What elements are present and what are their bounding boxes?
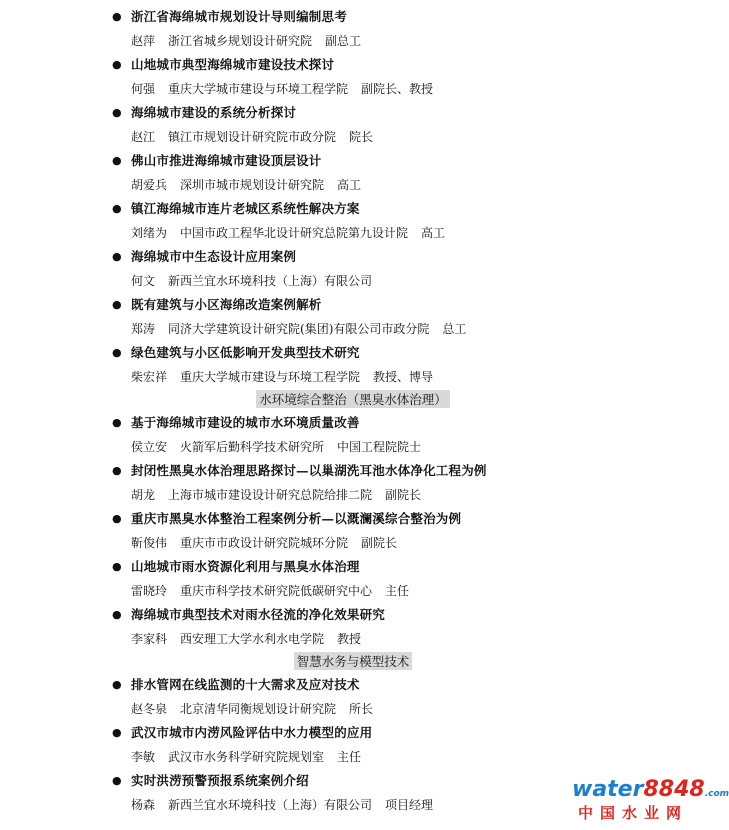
section-heading: 水环境综合整治（黑臭水体治理）: [256, 390, 450, 408]
speaker-info: [131, 124, 373, 148]
bullet-icon: ●: [112, 153, 122, 167]
speaker-role: 教授: [337, 631, 362, 646]
bullet-icon: ●: [112, 345, 122, 359]
speaker-name: 靳俊伟: [131, 535, 168, 550]
speaker-name: 何强: [131, 81, 156, 96]
speaker-org: 北京清华同衡规划设计研究院: [180, 701, 337, 716]
talk-item: [0, 340, 700, 388]
speaker-info: [131, 172, 361, 196]
speaker-org: 火箭军后勤科学技术研究所: [180, 439, 325, 454]
speaker-org: 同济大学建筑设计研究院(集团)有限公司市政分院: [168, 321, 430, 336]
talk-title: 既有建筑与小区海绵改造案例解析: [131, 297, 322, 312]
talk-title: 绿色建筑与小区低影响开发典型技术研究: [131, 345, 360, 360]
talk-title: 山地城市典型海绵城市建设技术探讨: [131, 57, 335, 72]
speaker-info: [131, 482, 421, 506]
talk-title: 镇江海绵城市连片老城区系统性解决方案: [131, 201, 360, 216]
speaker-role: 总工: [442, 321, 467, 336]
speaker-info: [131, 530, 397, 554]
bullet-icon: ●: [112, 607, 122, 621]
talk-title: 排水管网在线监测的十大需求及应对技术: [131, 677, 360, 692]
speaker-org: 重庆市科学技术研究院低碳研究中心: [180, 583, 373, 598]
watermark-word: water: [572, 777, 644, 802]
speaker-role: 副院长: [385, 487, 422, 502]
speaker-org: 新西兰宜水环境科技（上海）有限公司: [168, 797, 373, 812]
watermark-brand: [572, 778, 729, 806]
talk-item: [0, 292, 700, 340]
speaker-name: 侯立安: [131, 439, 168, 454]
speaker-info: [131, 434, 421, 458]
talk-item: [0, 602, 700, 650]
talk-item: [0, 244, 700, 292]
talk-title: 实时洪涝预警预报系统案例介绍: [131, 773, 309, 788]
talk-item: [0, 458, 700, 506]
speaker-name: 雷晓玲: [131, 583, 168, 598]
speaker-role: 院长: [349, 129, 374, 144]
speaker-name: 赵萍: [131, 33, 156, 48]
bullet-icon: ●: [112, 511, 122, 525]
speaker-role: 教授、博导: [373, 369, 434, 384]
bullet-icon: ●: [112, 463, 122, 477]
speaker-org: 西安理工大学水利水电学院: [180, 631, 325, 646]
talk-title: 基于海绵城市建设的城市水环境质量改善: [131, 415, 360, 430]
speaker-info: [131, 268, 372, 292]
talk-item: [0, 52, 700, 100]
speaker-name: 胡爱兵: [131, 177, 168, 192]
speaker-org: 重庆大学城市建设与环境工程学院: [168, 81, 349, 96]
talk-item: [0, 100, 700, 148]
speaker-org: 武汉市水务科学研究院规划室: [168, 749, 325, 764]
speaker-org: 镇江市规划设计研究院市政分院: [168, 129, 337, 144]
bullet-icon: ●: [112, 677, 122, 691]
speaker-name: 刘绪为: [131, 225, 168, 240]
speaker-role: 高工: [421, 225, 446, 240]
watermark-logo: [572, 777, 729, 824]
speaker-name: 何文: [131, 273, 156, 288]
talk-item: [0, 554, 700, 602]
watermark-chinese: 中国水业网: [578, 804, 689, 822]
talk-item: [0, 506, 700, 554]
talk-title: 佛山市推进海绵城市建设顶层设计: [131, 153, 322, 168]
bullet-icon: ●: [112, 249, 122, 263]
speaker-name: 胡龙: [131, 487, 156, 502]
talk-title: 海绵城市建设的系统分析探讨: [131, 105, 297, 120]
speaker-role: 高工: [337, 177, 362, 192]
speaker-info: [131, 578, 409, 602]
talk-title: 重庆市黑臭水体整治工程案例分析—以溉澜溪综合整治为例: [131, 511, 462, 526]
speaker-role: 项目经理: [385, 797, 434, 812]
speaker-info: [131, 220, 445, 244]
talk-title: 海绵城市中生态设计应用案例: [131, 249, 297, 264]
speaker-role: 中国工程院院士: [337, 439, 422, 454]
talk-item: [0, 672, 700, 720]
speaker-info: [131, 792, 433, 816]
speaker-name: 李家科: [131, 631, 168, 646]
bullet-icon: ●: [112, 297, 122, 311]
talk-item: [0, 4, 700, 52]
speaker-name: 赵江: [131, 129, 156, 144]
speaker-info: [131, 696, 373, 720]
talk-item: [0, 720, 700, 768]
talk-title: 山地城市雨水资源化利用与黑臭水体治理: [131, 559, 360, 574]
speaker-name: 柴宏祥: [131, 369, 168, 384]
bullet-icon: ●: [112, 725, 122, 739]
speaker-org: 新西兰宜水环境科技（上海）有限公司: [168, 273, 373, 288]
bullet-icon: ●: [112, 57, 122, 71]
bullet-icon: ●: [112, 201, 122, 215]
speaker-info: [131, 28, 361, 52]
speaker-org: 重庆市市政设计研究院城环分院: [180, 535, 349, 550]
watermark-number: 8848: [643, 777, 705, 802]
speaker-info: [131, 76, 433, 100]
speaker-org: 上海市城市建设设计研究总院给排二院: [168, 487, 373, 502]
talk-title: 封闭性黑臭水体治理思路探讨—以巢湖洗耳池水体净化工程为例: [131, 463, 487, 478]
speaker-info: [131, 364, 433, 388]
speaker-name: 李敏: [131, 749, 156, 764]
speaker-role: 副院长、教授: [361, 81, 434, 96]
speaker-info: [131, 626, 361, 650]
talk-title: 海绵城市典型技术对雨水径流的净化效果研究: [131, 607, 386, 622]
speaker-name: 杨森: [131, 797, 156, 812]
speaker-info: [131, 744, 361, 768]
speaker-org: 中国市政工程华北设计研究总院第九设计院: [180, 225, 409, 240]
speaker-role: 副总工: [325, 33, 362, 48]
speaker-name: 郑涛: [131, 321, 156, 336]
watermark-tld: .com: [704, 789, 729, 799]
speaker-org: 浙江省城乡规划设计研究院: [168, 33, 313, 48]
speaker-role: 所长: [349, 701, 374, 716]
speaker-info: [131, 316, 466, 340]
bullet-icon: ●: [112, 773, 122, 787]
speaker-role: 副院长: [361, 535, 398, 550]
speaker-name: 赵冬泉: [131, 701, 168, 716]
section-heading: 智慧水务与模型技术: [294, 652, 412, 670]
speaker-org: 重庆大学城市建设与环境工程学院: [180, 369, 361, 384]
talk-title: 浙江省海绵城市规划设计导则编制思考: [131, 9, 347, 24]
bullet-icon: ●: [112, 105, 122, 119]
talk-item: [0, 196, 700, 244]
talk-item: [0, 410, 700, 458]
talk-title: 武汉市城市内涝风险评估中水力模型的应用: [131, 725, 373, 740]
talk-item: [0, 148, 700, 196]
bullet-icon: ●: [112, 415, 122, 429]
speaker-org: 深圳市城市规划设计研究院: [180, 177, 325, 192]
bullet-icon: ●: [112, 559, 122, 573]
bullet-icon: ●: [112, 9, 122, 23]
speaker-role: 主任: [385, 583, 410, 598]
speaker-role: 主任: [337, 749, 362, 764]
